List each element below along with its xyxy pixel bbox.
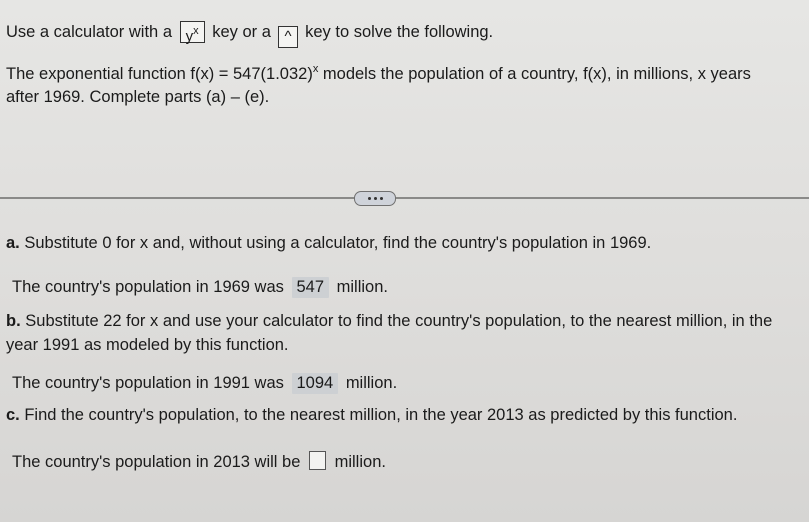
instructions-line (6, 21, 493, 48)
key-base: y (185, 28, 194, 45)
part-b-label: b. (6, 312, 21, 330)
part-c-answer-input[interactable] (309, 451, 326, 470)
intro-line-2: after 1969. Complete parts (a) – (e). (6, 88, 270, 106)
part-c-text: Find the country's population, to the nearest million, in the year 2013 as predicted by this function. (19, 406, 738, 424)
section-divider (0, 197, 809, 199)
function-description: models the population of a country, f(x), in millions, x years (318, 65, 751, 83)
instructions-text-1: Use a calculator with a (6, 23, 172, 41)
part-b-prompt-2: year 1991 as modeled by this function. (6, 336, 289, 354)
part-a-answer-suffix: million. (336, 278, 388, 296)
part-c-prompt (6, 406, 737, 425)
function-text: The exponential function f(x) = 547(1.032) (6, 65, 313, 83)
part-c-answer-line (12, 451, 386, 472)
part-b-answer-suffix: million. (345, 374, 398, 392)
part-b-answer-line (12, 373, 397, 394)
part-b-text: Substitute 22 for x and use your calculator to find the country's population, to the nearest million, in the (20, 312, 773, 330)
dot-icon (368, 197, 371, 200)
part-a-text: Substitute 0 for x and, without using a calculator, find the country's population in 1969. (19, 234, 652, 252)
key-exponent: x (193, 25, 199, 37)
part-b-answer-field[interactable]: 1094 (292, 373, 339, 394)
part-c-answer-prefix: The country's population in 2013 will be (12, 453, 301, 471)
part-a-answer-prefix: The country's population in 1969 was (12, 278, 284, 296)
part-c-answer-suffix: million. (334, 453, 386, 471)
y-power-x-key-icon (180, 21, 205, 43)
instructions-text-3: key to solve the following. (305, 23, 494, 41)
intro-line-1 (6, 63, 751, 84)
part-a-answer-line (12, 277, 388, 298)
part-b-answer-prefix: The country's population in 1991 was (12, 374, 284, 392)
function-exponent: x (312, 63, 319, 75)
expand-more-button[interactable] (354, 191, 396, 206)
part-a-prompt (6, 234, 651, 253)
caret-key-icon: ^ (278, 26, 297, 48)
dot-icon (380, 197, 383, 200)
part-b-prompt-1 (6, 312, 772, 331)
part-a-label: a. (6, 234, 20, 252)
part-a-answer-field[interactable]: 547 (292, 277, 330, 298)
part-c-label: c. (6, 406, 20, 424)
dot-icon (374, 197, 377, 200)
instructions-text-2: key or a (212, 23, 271, 41)
